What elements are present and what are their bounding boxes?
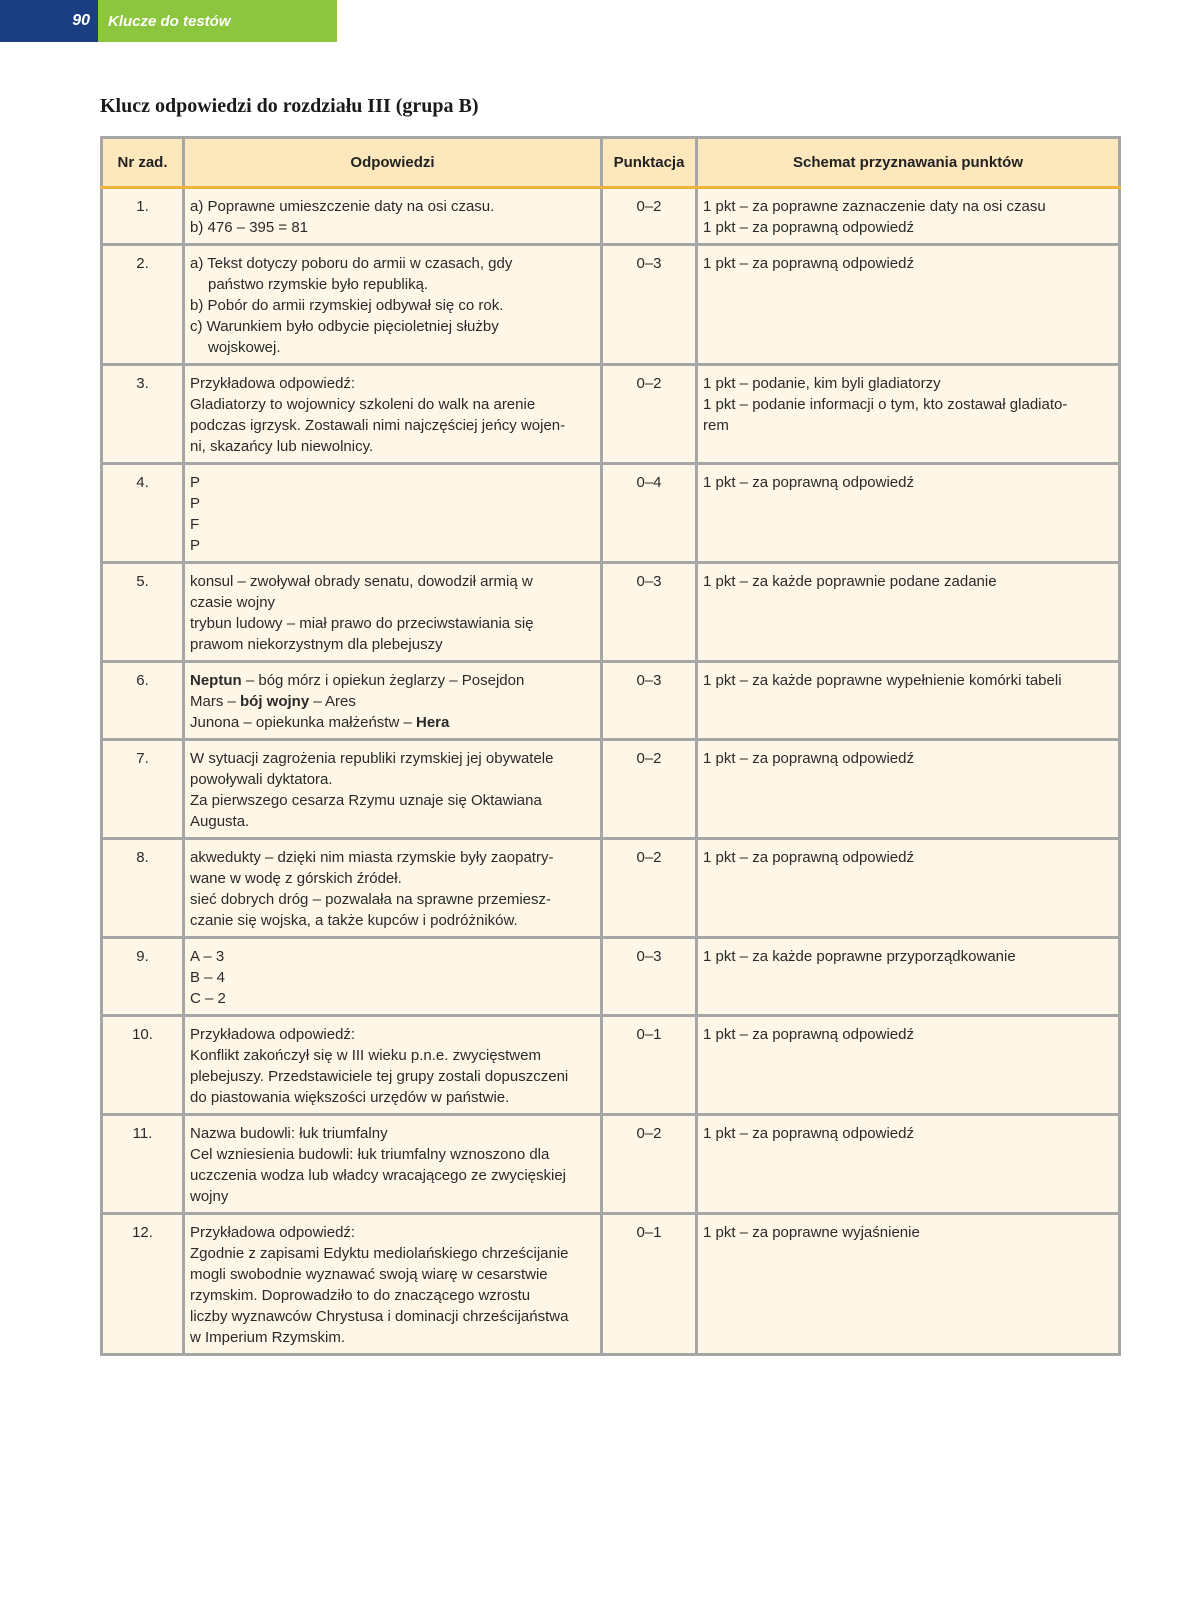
scheme-line: rem [703, 417, 729, 434]
answer-line: Augusta. [190, 813, 250, 830]
table-row [102, 662, 1120, 740]
answer-bold-term: bój wojny [240, 693, 310, 710]
scheme-line: 1 pkt – za poprawną odpowiedź [703, 1125, 914, 1142]
answer-line: do piastowania większości urzędów w państwie. [190, 1089, 510, 1106]
section-label: Klucze do testów [98, 0, 337, 42]
scheme-line: 1 pkt – za poprawną odpowiedź [703, 1026, 914, 1043]
answer-line: c) Warunkiem było odbycie pięcioletniej służby [190, 318, 499, 335]
answer-line: w Imperium Rzymskim. [190, 1329, 346, 1346]
answer-line: liczby wyznawców Chrystusa i dominacji chrześcijaństwa [190, 1308, 569, 1325]
points-cell: 0–2 [602, 188, 697, 245]
answer-line: plebejuszy. Przedstawiciele tej grupy zostali dopuszczeni [190, 1068, 569, 1085]
answer-line: Cel wzniesienia budowli: łuk triumfalny wznoszono dla [190, 1146, 550, 1163]
answer-line: rzymskim. Doprowadziło to do znaczącego wzrostu [190, 1287, 531, 1304]
scheme-line: 1 pkt – podanie, kim byli gladiatorzy [703, 375, 941, 392]
answer-cell [184, 365, 602, 464]
points-cell: 0–2 [602, 740, 697, 839]
points-cell: 0–3 [602, 245, 697, 365]
header-nr: Nr zad. [102, 138, 184, 188]
task-number: 12. [102, 1214, 184, 1355]
points-cell: 0–3 [602, 662, 697, 740]
task-number: 9. [102, 938, 184, 1016]
answer-line [190, 670, 595, 691]
answer-line: wojny [190, 1188, 229, 1205]
answer-line: P [190, 537, 201, 554]
answer-cell [184, 839, 602, 938]
answer-line: prawom niekorzystnym dla plebejuszy [190, 636, 443, 653]
answer-line: uczczenia wodza lub władcy wracającego ze zwycięskiej [190, 1167, 567, 1184]
answer-line: A – 3 [190, 948, 225, 965]
answer-cell [184, 938, 602, 1016]
answer-cell [184, 245, 602, 365]
answer-line: W sytuacji zagrożenia republiki rzymskiej jej obywatele [190, 750, 554, 767]
table-row [102, 740, 1120, 839]
answer-line: wojskowej. [208, 339, 281, 356]
answer-line: Konflikt zakończył się w III wieku p.n.e. zwycięstwem [190, 1047, 541, 1064]
scheme-line: 1 pkt – za poprawne wyjaśnienie [703, 1224, 920, 1241]
scheme-line: 1 pkt – za poprawną odpowiedź [703, 849, 914, 866]
points-cell: 0–4 [602, 464, 697, 563]
answer-bold-term: Neptun [190, 672, 242, 689]
table-row [102, 938, 1120, 1016]
scheme-line: 1 pkt – za każde poprawne przyporządkowanie [703, 948, 1016, 965]
scheme-line: 1 pkt – za każde poprawne wypełnienie komórki tabeli [703, 672, 1062, 689]
answer-line: b) 476 – 395 = 81 [190, 219, 309, 236]
answer-line: P [190, 495, 201, 512]
answer-line: a) Tekst dotyczy poboru do armii w czasach, gdy [190, 255, 513, 272]
answer-line: F [190, 516, 200, 533]
answer-cell [184, 1214, 602, 1355]
scheme-cell [697, 938, 1120, 1016]
points-cell: 0–1 [602, 1016, 697, 1115]
task-number: 3. [102, 365, 184, 464]
scheme-cell [697, 662, 1120, 740]
scheme-cell [697, 740, 1120, 839]
answer-line: Przykładowa odpowiedź: [190, 375, 356, 392]
task-number: 11. [102, 1115, 184, 1214]
points-cell: 0–2 [602, 839, 697, 938]
scheme-cell [697, 245, 1120, 365]
answer-line: trybun ludowy – miał prawo do przeciwstawiania się [190, 615, 534, 632]
answer-line: czanie się wojska, a także kupców i podróżników. [190, 912, 518, 929]
table-row [102, 464, 1120, 563]
scheme-cell [697, 365, 1120, 464]
answer-cell [184, 662, 602, 740]
table-row [102, 1115, 1120, 1214]
answer-bold-term: Hera [415, 714, 450, 731]
answer-text: – Ares [309, 693, 356, 710]
scheme-cell [697, 464, 1120, 563]
header-answers: Odpowiedzi [184, 138, 602, 188]
scheme-line: 1 pkt – za poprawne zaznaczenie daty na osi czasu [703, 198, 1046, 215]
answer-line: Za pierwszego cesarza Rzymu uznaje się Oktawiana [190, 792, 542, 809]
table-row [102, 1016, 1120, 1115]
answer-line: a) Poprawne umieszczenie daty na osi czasu. [190, 198, 495, 215]
answer-line: Przykładowa odpowiedź: [190, 1026, 356, 1043]
table-header-row [102, 138, 1120, 188]
scheme-line: 1 pkt – za poprawną odpowiedź [703, 255, 914, 272]
answer-line [190, 712, 595, 733]
page-number: 90 [0, 0, 98, 42]
task-number: 4. [102, 464, 184, 563]
answer-line: Gladiatorzy to wojownicy szkoleni do walk na arenie [190, 396, 536, 413]
answer-line: państwo rzymskie było republiką. [208, 276, 429, 293]
answer-cell [184, 563, 602, 662]
answer-line: Zgodnie z zapisami Edyktu mediolańskiego chrześcijanie [190, 1245, 569, 1262]
task-number: 7. [102, 740, 184, 839]
page-title: Klucz odpowiedzi do rozdziału III (grupa B) [100, 95, 479, 117]
points-cell: 0–3 [602, 563, 697, 662]
answer-line [190, 691, 595, 712]
table-row [102, 365, 1120, 464]
answer-line: wane w wodę z górskich źródeł. [190, 870, 402, 887]
answer-line: B – 4 [190, 969, 226, 986]
scheme-line: 1 pkt – za poprawną odpowiedź [703, 474, 914, 491]
answer-line: mogli swobodnie wyznawać swoją wiarę w cesarstwie [190, 1266, 548, 1283]
scheme-cell [697, 563, 1120, 662]
task-number: 8. [102, 839, 184, 938]
answer-text: Mars – [190, 693, 241, 710]
scheme-line: 1 pkt – za poprawną odpowiedź [703, 219, 914, 236]
task-number: 2. [102, 245, 184, 365]
answer-line: P [190, 474, 201, 491]
task-number: 5. [102, 563, 184, 662]
answer-line: b) Pobór do armii rzymskiej odbywał się co rok. [190, 297, 504, 314]
answer-cell [184, 1115, 602, 1214]
scheme-line: 1 pkt – za poprawną odpowiedź [703, 750, 914, 767]
answer-line: C – 2 [190, 990, 226, 1007]
answer-line: Przykładowa odpowiedź: [190, 1224, 356, 1241]
answer-key-table [100, 136, 1121, 1356]
answer-text: Junona – opiekunka małżeństw – [190, 714, 416, 731]
scheme-cell [697, 188, 1120, 245]
answer-line: sieć dobrych dróg – pozwalała na sprawne przemiesz- [190, 891, 552, 908]
task-number: 6. [102, 662, 184, 740]
answer-line: ni, skazańcy lub niewolnicy. [190, 438, 374, 455]
table-row [102, 188, 1120, 245]
scheme-cell [697, 1214, 1120, 1355]
answer-line: czasie wojny [190, 594, 276, 611]
points-cell: 0–3 [602, 938, 697, 1016]
task-number: 10. [102, 1016, 184, 1115]
scheme-cell [697, 1016, 1120, 1115]
scheme-line: 1 pkt – podanie informacji o tym, kto zostawał gladiato- [703, 396, 1068, 413]
task-number: 1. [102, 188, 184, 245]
table-row [102, 563, 1120, 662]
answer-cell [184, 464, 602, 563]
scheme-cell [697, 1115, 1120, 1214]
answer-cell [184, 1016, 602, 1115]
table-row [102, 1214, 1120, 1355]
table-row [102, 245, 1120, 365]
answer-line: Nazwa budowli: łuk triumfalny [190, 1125, 388, 1142]
scheme-cell [697, 839, 1120, 938]
points-cell: 0–2 [602, 1115, 697, 1214]
table-row [102, 839, 1120, 938]
points-cell: 0–1 [602, 1214, 697, 1355]
scheme-line: 1 pkt – za każde poprawnie podane zadanie [703, 573, 997, 590]
answer-line: powoływali dyktatora. [190, 771, 333, 788]
header-band [0, 0, 337, 42]
header-points: Punktacja [602, 138, 697, 188]
answer-line: akwedukty – dzięki nim miasta rzymskie były zaopatry- [190, 849, 554, 866]
answer-cell [184, 740, 602, 839]
header-scheme: Schemat przyznawania punktów [697, 138, 1120, 188]
answer-line: podczas igrzysk. Zostawali nimi najczęściej jeńcy wojen- [190, 417, 566, 434]
answer-line: konsul – zwoływał obrady senatu, dowodził armią w [190, 573, 533, 590]
answer-cell [184, 188, 602, 245]
answer-text: – bóg mórz i opiekun żeglarzy – Posejdon [241, 672, 525, 689]
points-cell: 0–2 [602, 365, 697, 464]
